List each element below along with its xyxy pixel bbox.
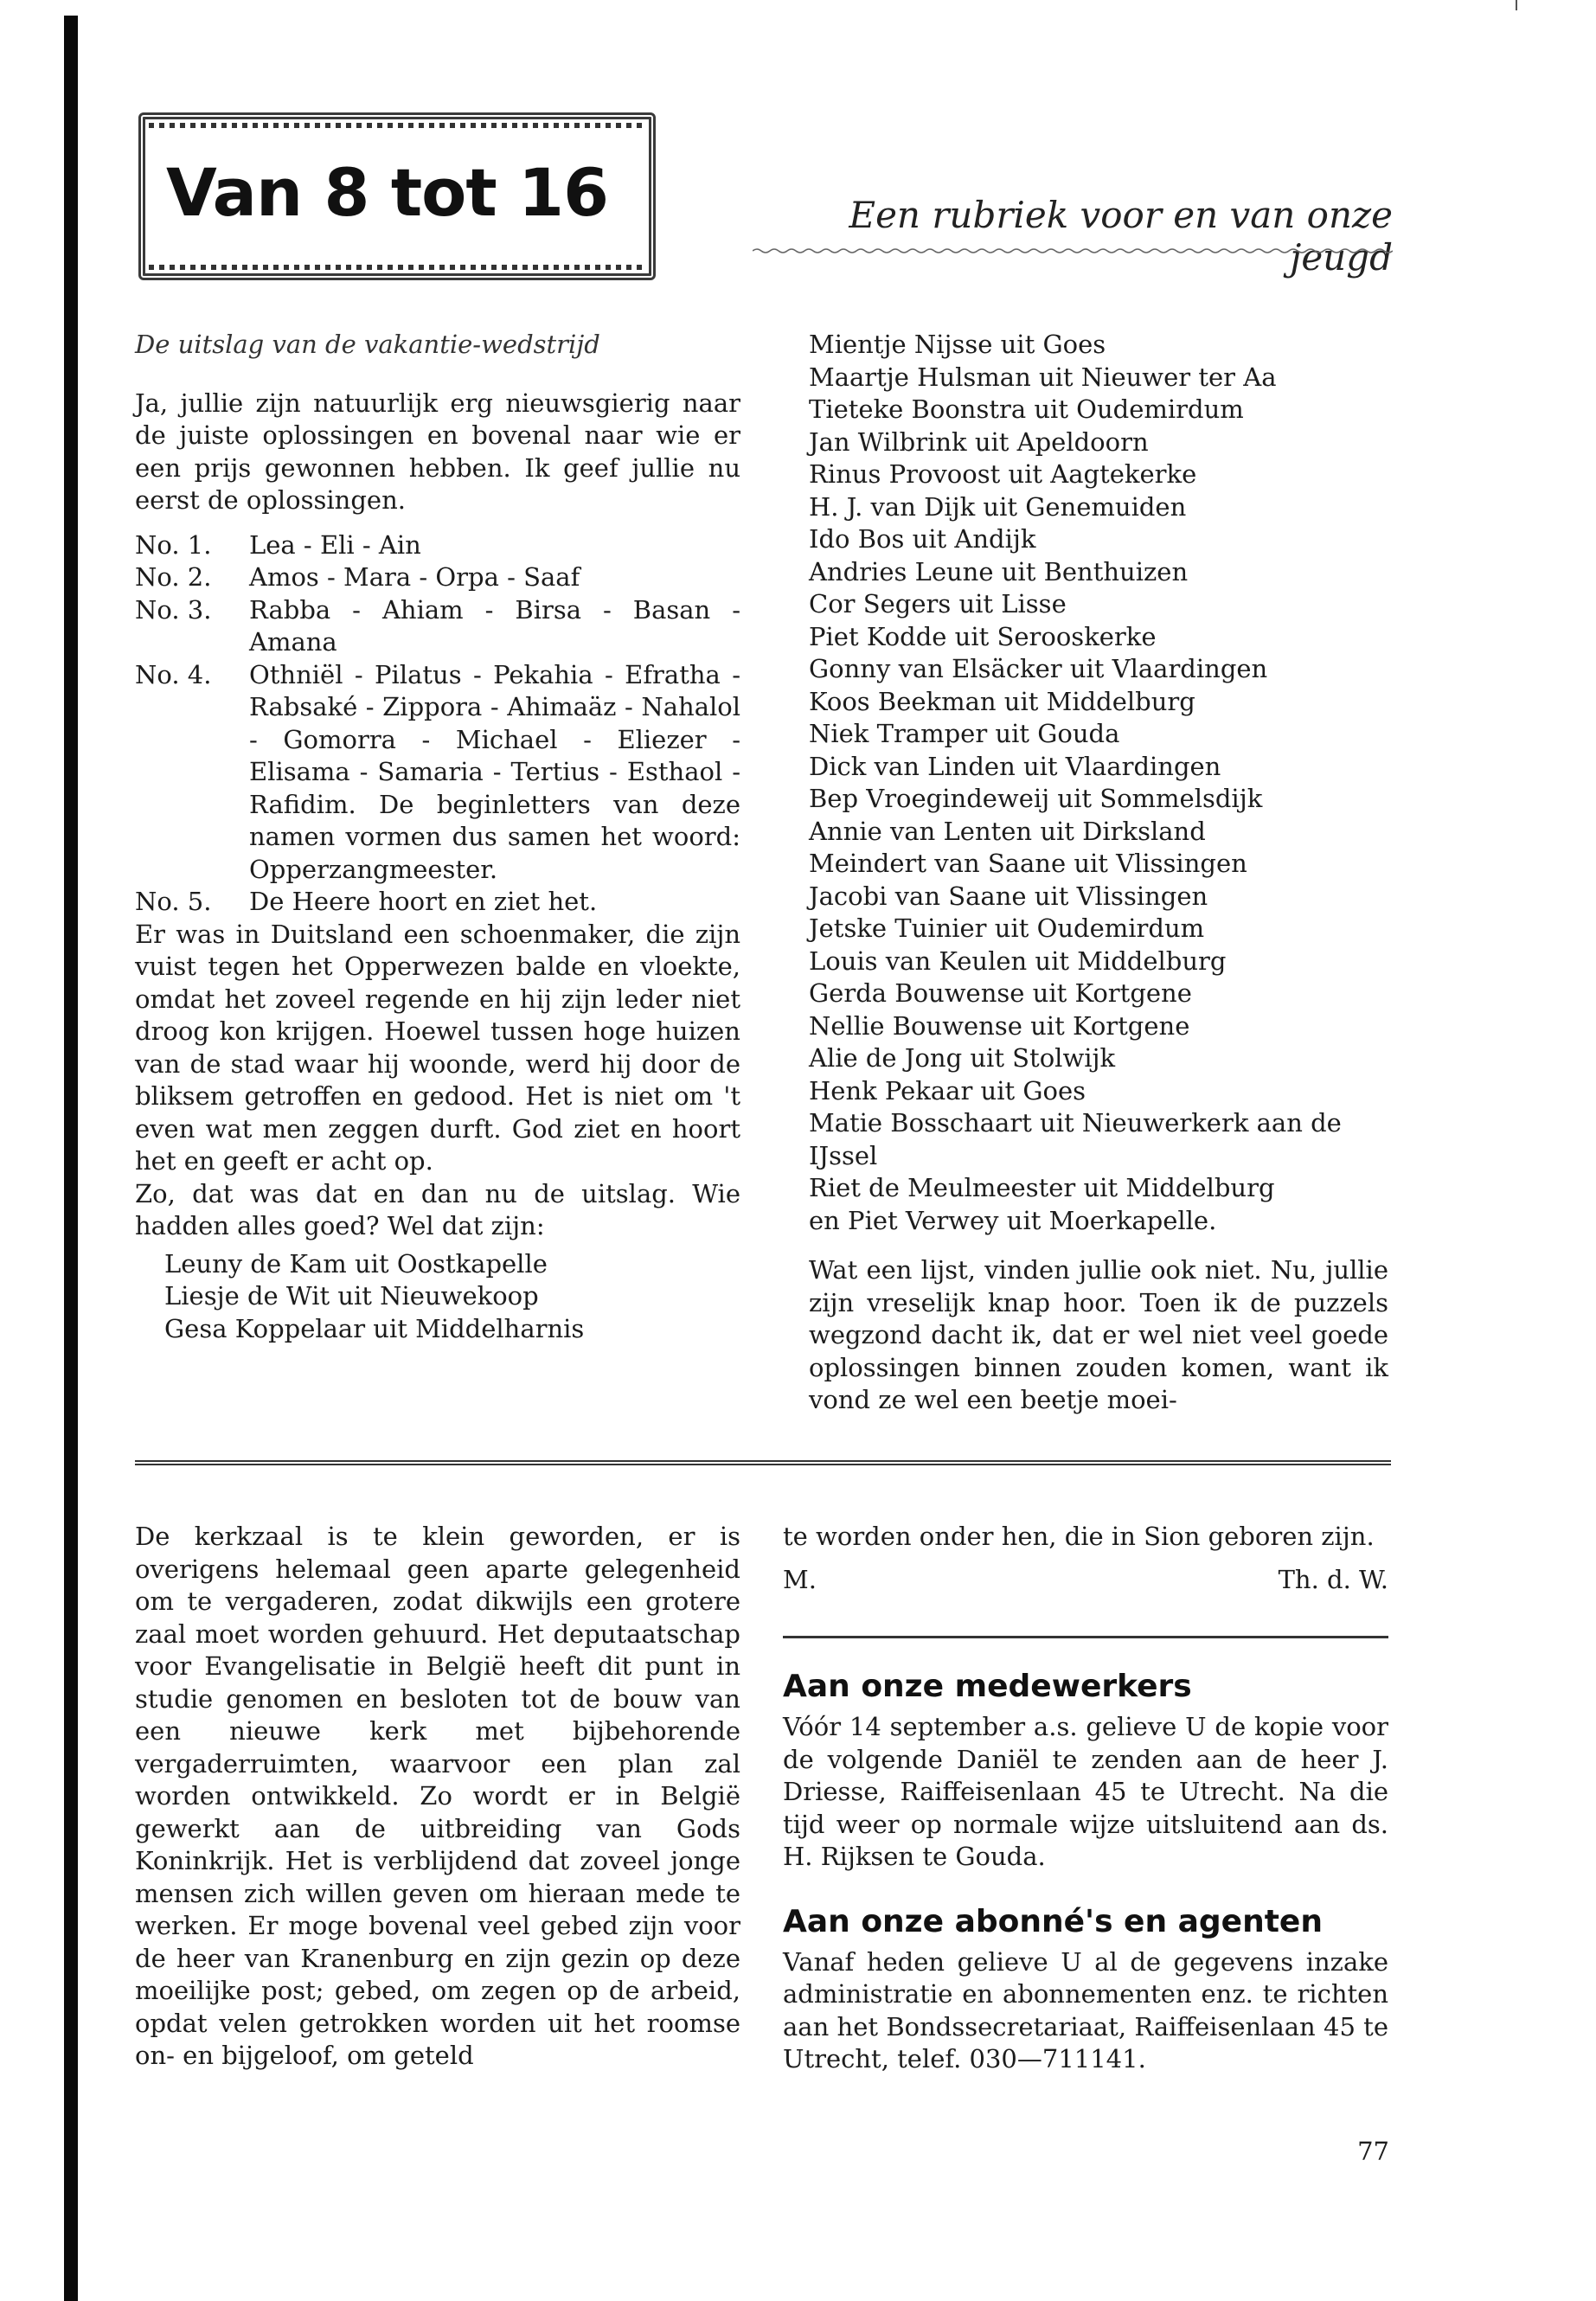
winner-item: Annie van Lenten uit Dirksland <box>809 816 1206 846</box>
notice-heading-subscribers: Aan onze abonné's en agenten <box>783 1903 1323 1939</box>
winner-item: Leuny de Kam uit Oostkapelle <box>164 1248 548 1279</box>
winner-item: Meindert van Saane uit Vlissingen <box>809 849 1247 878</box>
winner-item: Riet de Meulmeester uit Middelburg <box>809 1173 1275 1202</box>
article-right-column <box>809 329 1388 1417</box>
article-closing: Wat een lijst, vinden jullie ook niet. Nu, jullie zijn vreselijk knap hoor. Toen ik de puzzels wegzond dacht ik, dat er wel niet veel goede oplossingen binnen zouden komen, want ik vond ze wel een beetje moei- <box>809 1255 1388 1414</box>
section-divider <box>135 1460 1391 1465</box>
belgium-article-column <box>135 1521 740 2073</box>
page-number: 77 <box>1357 2137 1389 2166</box>
winner-item: Henk Pekaar uit Goes <box>809 1075 1086 1106</box>
column-title: Van 8 tot 16 <box>166 154 608 231</box>
winner-item: Ido Bos uit Andijk <box>809 524 1036 554</box>
article-caption: De uitslag van de vakantie-wedstrijd <box>135 330 600 359</box>
signature-left: M. <box>783 1564 817 1594</box>
answer-text: De Heere hoort en ziet het. <box>249 887 598 916</box>
winner-item: Gerda Bouwense uit Kortgene <box>809 978 1192 1008</box>
answer-number: No. 2. <box>135 562 212 592</box>
binding-edge <box>64 16 78 2301</box>
column-title-box <box>138 112 656 280</box>
answer-row <box>135 886 740 919</box>
winner-item: Maartje Hulsman uit Nieuwer ter Aa <box>809 362 1277 392</box>
notices-column <box>783 1521 1388 2076</box>
answer-text: Amos - Mara - Orpa - Saaf <box>249 562 580 592</box>
ornament-border-bottom <box>149 265 645 270</box>
winner-item: Koos Beekman uit Middelburg <box>809 686 1195 716</box>
article-story: Er was in Duitsland een schoenmaker, die zijn vuist tegen het Opperwezen balde en vloekte, omdat het zoveel regende en hij zijn leder niet droog kon krijgen. Hoewel tussen hoge huizen van de stad waar hij woonde, werd hij door de bliksem getroffen en gedood. Het is niet om 't even wat men zeggen durft. God ziet en hoort het en geeft er acht op. <box>135 919 740 1176</box>
answer-text: Rabba - Ahiam - Birsa - Basan - Amana <box>249 594 740 657</box>
winner-list-right <box>809 329 1388 1237</box>
notice-text-subscribers: Vanaf heden gelieve U al de gegevens inzake administratie en abonnementen enz. te richten aan het Bondssecretariaat, Raiffeisenlaan 45 te Utrecht, telef. 030—711141. <box>783 1946 1388 2073</box>
winner-item: Jacobi van Saane uit Vlissingen <box>809 881 1208 911</box>
article-left-column <box>135 329 740 1345</box>
answer-number: No. 4. <box>135 659 212 689</box>
belgium-article-text: De kerkzaal is te klein geworden, er is overigens helemaal geen aparte gelegenheid om te vergaderen, zodat dikwijls een grotere zaal moet worden gehuurd. Het deputaatschap voor Evangelisatie in België heeft dit punt in studie genomen en besloten tot de bouw van een nieuwe kerk met bijbehorende vergaderruimten, waarvoor een plan zal worden ontwikkeld. Zo wordt er in België gewerkt aan de uitbreiding van Gods Koninkrijk. Het is verblijdend dat zoveel jonge mensen zich willen geven om hieraan mede te werken. Er moge bovenal veel gebed zijn voor de heer van Kranenburg en zijn gezin op deze moeilijke post; gebed, om zegen op de arbeid, opdat velen getrokken worden uit het roomse on- en bijgeloof, om geteld <box>135 1522 740 2070</box>
winner-item: Rinus Provoost uit Aagtekerke <box>809 459 1197 489</box>
winner-item: Mientje Nijsse uit Goes <box>809 330 1106 359</box>
winner-item: Niek Tramper uit Gouda <box>809 719 1120 748</box>
answer-number: No. 1. <box>135 529 212 560</box>
belgium-article-continuation: te worden onder hen, die in Sion geboren zijn. <box>783 1522 1375 1551</box>
answer-row <box>135 659 740 887</box>
answer-row <box>135 529 740 562</box>
article-result-intro: Zo, dat was dat en dan nu de uitslag. Wie hadden alles goed? Wel dat zijn: <box>135 1178 740 1240</box>
wavy-underline <box>753 247 1393 254</box>
winner-item: Gesa Koppelaar uit Middelharnis <box>164 1313 585 1343</box>
signature-right: Th. d. W. <box>1278 1564 1388 1594</box>
winner-item: Jetske Tuinier uit Oudemirdum <box>809 913 1205 943</box>
scan-mark <box>1516 0 1517 10</box>
winner-item: en Piet Verwey uit Moerkapelle. <box>809 1205 1217 1235</box>
column-subtitle: Een rubriek voor en van onze jeugd <box>849 194 1393 279</box>
winner-item: Bep Vroegindeweij uit Sommelsdijk <box>809 784 1263 813</box>
winner-item: Andries Leune uit Benthuizen <box>809 556 1189 586</box>
notice-text-contributors: Vóór 14 september a.s. gelieve U de kopie voor de volgende Daniël te zenden aan de heer J. Driesse, Raiffeisenlaan 45 te Utrecht. Na die tijd weer op normale wijze uitsluitend aan ds. H. Rijksen te Gouda. <box>783 1712 1388 1871</box>
winner-item: Tieteke Boonstra uit Oudemirdum <box>809 394 1244 424</box>
winner-item: Gonny van Elsäcker uit Vlaardingen <box>809 654 1268 683</box>
answer-number: No. 3. <box>135 594 212 625</box>
winner-item: Matie Bosschaart uit Nieuwerkerk aan de IJssel <box>809 1108 1342 1170</box>
answer-number: No. 5. <box>135 887 212 916</box>
winner-item: Piet Kodde uit Serooskerke <box>809 621 1157 651</box>
answer-text: Lea - Eli - Ain <box>249 529 421 560</box>
answer-list <box>135 529 740 919</box>
winner-list-left <box>164 1248 740 1346</box>
signature-row <box>783 1564 1388 1597</box>
ornament-border-top <box>149 123 645 128</box>
winner-item: Nellie Bouwense uit Kortgene <box>809 1010 1190 1041</box>
answer-text: Othniël - Pilatus - Pekahia - Efratha - Rabsaké - Zippora - Ahimaäz - Nahalol - Gomorra - Michael - Eliezer - Elisama - Samaria - Tertius - Esthaol - Rafidim. De beginletters van deze namen vormen dus samen het woord: Opperzangmeester. <box>249 659 740 884</box>
winner-item: Cor Segers uit Lisse <box>809 589 1067 619</box>
article-intro: Ja, jullie zijn natuurlijk erg nieuwsgierig naar de juiste oplossingen en bovenal naar wie er een prijs gewonnen hebben. Ik geef jullie nu eerst de oplossingen. <box>135 388 740 515</box>
winner-item: Louis van Keulen uit Middelburg <box>809 945 1227 976</box>
answer-row <box>135 561 740 594</box>
winner-item: Liesje de Wit uit Nieuwekoop <box>164 1281 539 1311</box>
notices-divider <box>783 1636 1388 1638</box>
winner-item: Jan Wilbrink uit Apeldoorn <box>809 426 1149 457</box>
winner-item: Alie de Jong uit Stolwijk <box>809 1043 1116 1073</box>
winner-item: H. J. van Dijk uit Genemuiden <box>809 491 1187 522</box>
answer-row <box>135 594 740 659</box>
winner-item: Dick van Linden uit Vlaardingen <box>809 751 1221 781</box>
notice-heading-contributors: Aan onze medewerkers <box>783 1669 1192 1704</box>
